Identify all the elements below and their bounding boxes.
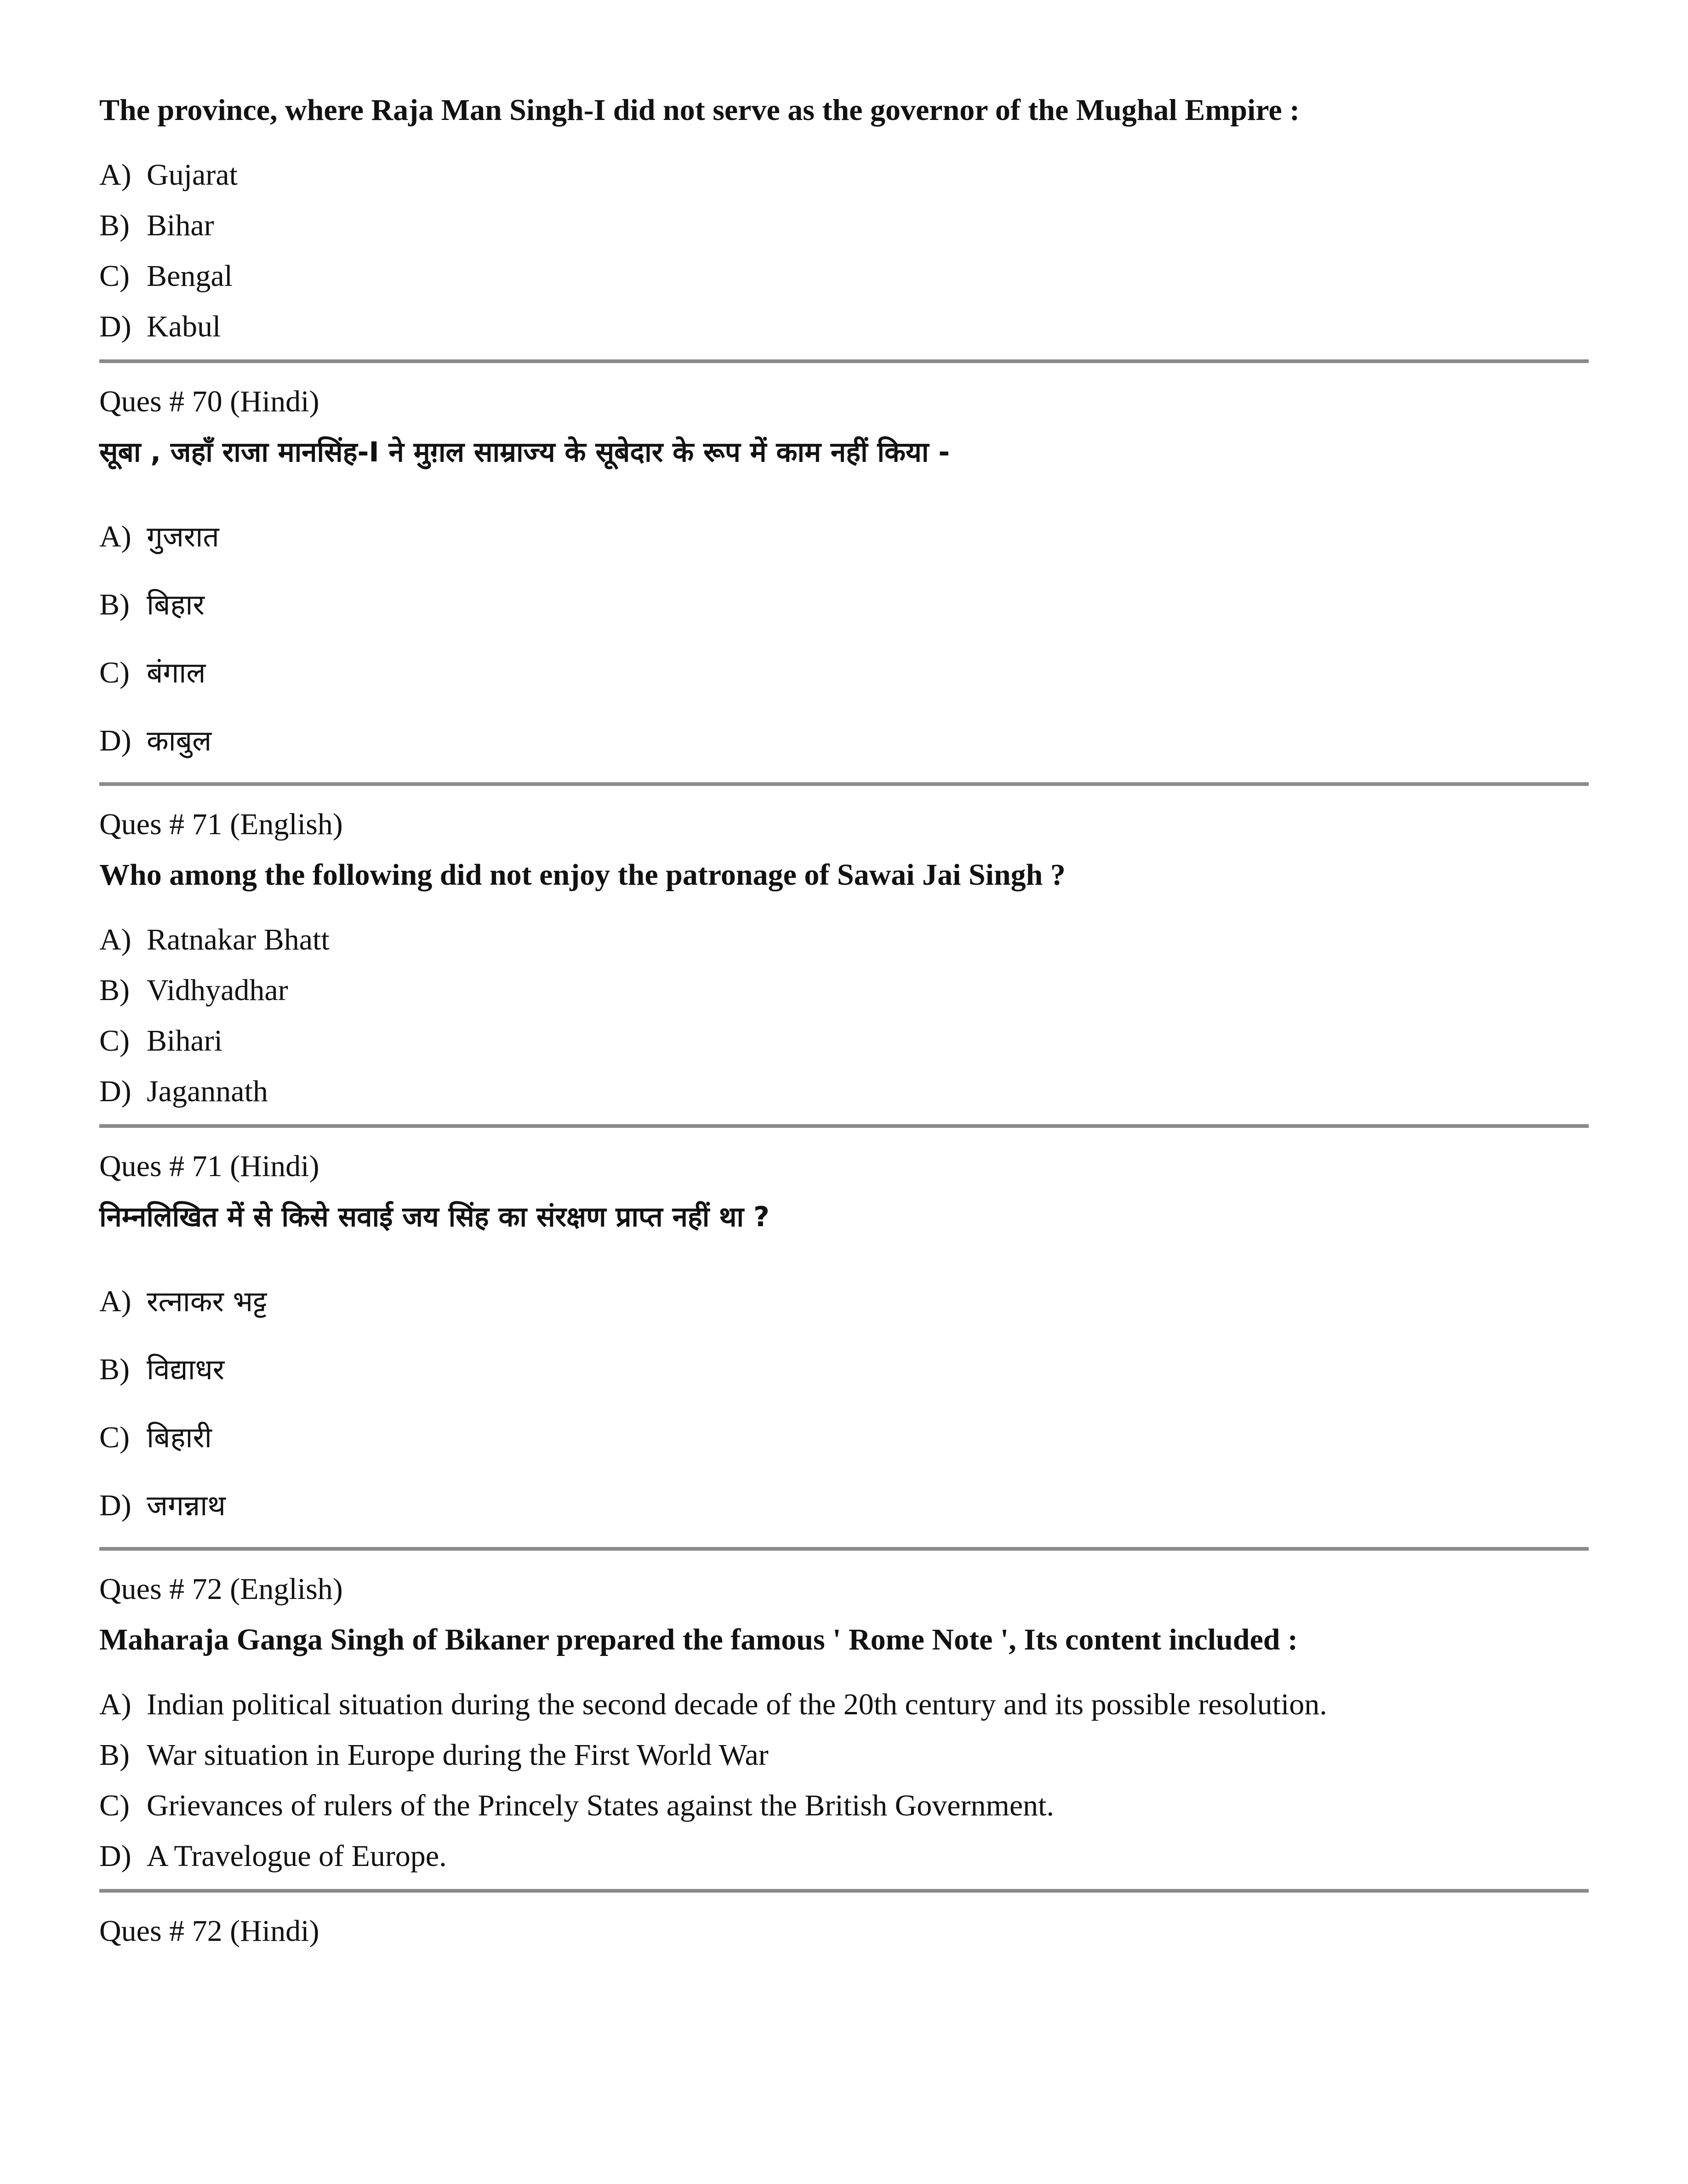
options-list bbox=[99, 1679, 1589, 1882]
question-header: Ques # 72 (Hindi) bbox=[99, 1914, 319, 1948]
option-text: बंगाल bbox=[147, 656, 206, 689]
question-block-72-english bbox=[99, 1571, 1589, 1893]
divider bbox=[99, 1547, 1589, 1551]
option-c bbox=[99, 251, 1589, 301]
question-page bbox=[99, 92, 1589, 1963]
question-header: Ques # 71 (Hindi) bbox=[99, 1149, 319, 1183]
divider bbox=[99, 359, 1589, 363]
option-b bbox=[99, 1336, 1589, 1404]
options-list bbox=[99, 915, 1589, 1117]
option-letter: B) bbox=[99, 973, 130, 1007]
option-c bbox=[99, 1016, 1589, 1066]
divider bbox=[99, 1889, 1589, 1893]
question-text: निम्नलिखित में से किसे सवाई जय सिंह का संरक्षण प्राप्त नहीं था ? bbox=[99, 1201, 770, 1233]
option-c bbox=[99, 1780, 1589, 1831]
option-d bbox=[99, 1831, 1589, 1882]
question-block-71-hindi bbox=[99, 1148, 1589, 1551]
option-a bbox=[99, 150, 1589, 200]
option-a bbox=[99, 503, 1589, 571]
option-text: Indian political situation during the second decade of the 20th century and its possible resolution. bbox=[147, 1688, 1327, 1721]
option-c bbox=[99, 1404, 1589, 1472]
option-text: A Travelogue of Europe. bbox=[147, 1839, 447, 1873]
option-letter: B) bbox=[99, 1353, 130, 1386]
option-b bbox=[99, 965, 1589, 1016]
question-block-72-hindi bbox=[99, 1913, 1589, 1950]
option-letter: C) bbox=[99, 1024, 130, 1058]
option-text: जगन्नाथ bbox=[147, 1489, 226, 1522]
question-block-71-english bbox=[99, 806, 1589, 1128]
option-text: Vidhyadhar bbox=[147, 973, 288, 1007]
question-text: Maharaja Ganga Singh of Bikaner prepared the famous ' Rome Note ', Its content included : bbox=[99, 1623, 1298, 1656]
option-letter: C) bbox=[99, 1421, 130, 1454]
option-text: Jagannath bbox=[147, 1075, 268, 1108]
option-letter: A) bbox=[99, 923, 131, 956]
option-letter: C) bbox=[99, 1789, 130, 1822]
option-a bbox=[99, 1679, 1589, 1730]
option-letter: D) bbox=[99, 310, 131, 343]
option-letter: B) bbox=[99, 588, 130, 621]
option-letter: C) bbox=[99, 259, 130, 293]
question-block-70-hindi bbox=[99, 383, 1589, 786]
option-text: बिहार bbox=[147, 588, 205, 621]
option-letter: A) bbox=[99, 1285, 131, 1318]
option-text: Gujarat bbox=[147, 158, 238, 192]
option-a bbox=[99, 1268, 1589, 1336]
option-text: बिहारी bbox=[147, 1421, 212, 1454]
option-text: Bihar bbox=[147, 209, 214, 242]
question-header: Ques # 71 (English) bbox=[99, 808, 343, 841]
option-d bbox=[99, 707, 1589, 775]
option-letter: A) bbox=[99, 158, 131, 192]
option-b bbox=[99, 1730, 1589, 1780]
options-list bbox=[99, 503, 1589, 775]
option-a bbox=[99, 915, 1589, 965]
option-text: Bengal bbox=[147, 259, 233, 293]
option-letter: D) bbox=[99, 1489, 131, 1522]
option-d bbox=[99, 1066, 1589, 1117]
option-text: Kabul bbox=[147, 310, 221, 343]
question-text: The province, where Raja Man Singh-I did not serve as the governor of the Mughal Empire : bbox=[99, 93, 1300, 127]
option-text: War situation in Europe during the First World War bbox=[147, 1738, 769, 1772]
question-header: Ques # 70 (Hindi) bbox=[99, 385, 319, 418]
option-letter: D) bbox=[99, 1075, 131, 1108]
divider bbox=[99, 1124, 1589, 1128]
options-list bbox=[99, 150, 1589, 352]
option-text: काबुल bbox=[147, 724, 212, 757]
option-letter: D) bbox=[99, 1839, 131, 1873]
option-text: रत्नाकर भट्ट bbox=[147, 1285, 267, 1318]
option-text: विद्याधर bbox=[147, 1353, 225, 1386]
question-text: Who among the following did not enjoy the patronage of Sawai Jai Singh ? bbox=[99, 858, 1066, 892]
divider bbox=[99, 782, 1589, 786]
option-text: Ratnakar Bhatt bbox=[147, 923, 330, 956]
option-d bbox=[99, 301, 1589, 352]
option-text: Grievances of rulers of the Princely States against the British Government. bbox=[147, 1789, 1054, 1822]
option-c bbox=[99, 639, 1589, 707]
option-letter: B) bbox=[99, 1738, 130, 1772]
option-d bbox=[99, 1472, 1589, 1540]
option-text: गुजरात bbox=[147, 520, 219, 553]
options-list bbox=[99, 1268, 1589, 1540]
question-text: सूबा , जहाँ राजा मानसिंह-I ने मुग़ल साम्राज्य के सूबेदार के रूप में काम नहीं किया - bbox=[99, 436, 950, 468]
option-letter: A) bbox=[99, 1688, 131, 1721]
option-letter: D) bbox=[99, 724, 131, 757]
option-letter: B) bbox=[99, 209, 130, 242]
option-b bbox=[99, 571, 1589, 639]
question-header: Ques # 72 (English) bbox=[99, 1572, 343, 1606]
option-b bbox=[99, 200, 1589, 251]
question-block-70-english bbox=[99, 92, 1589, 363]
option-letter: C) bbox=[99, 656, 130, 689]
option-text: Bihari bbox=[147, 1024, 222, 1058]
option-letter: A) bbox=[99, 520, 131, 553]
